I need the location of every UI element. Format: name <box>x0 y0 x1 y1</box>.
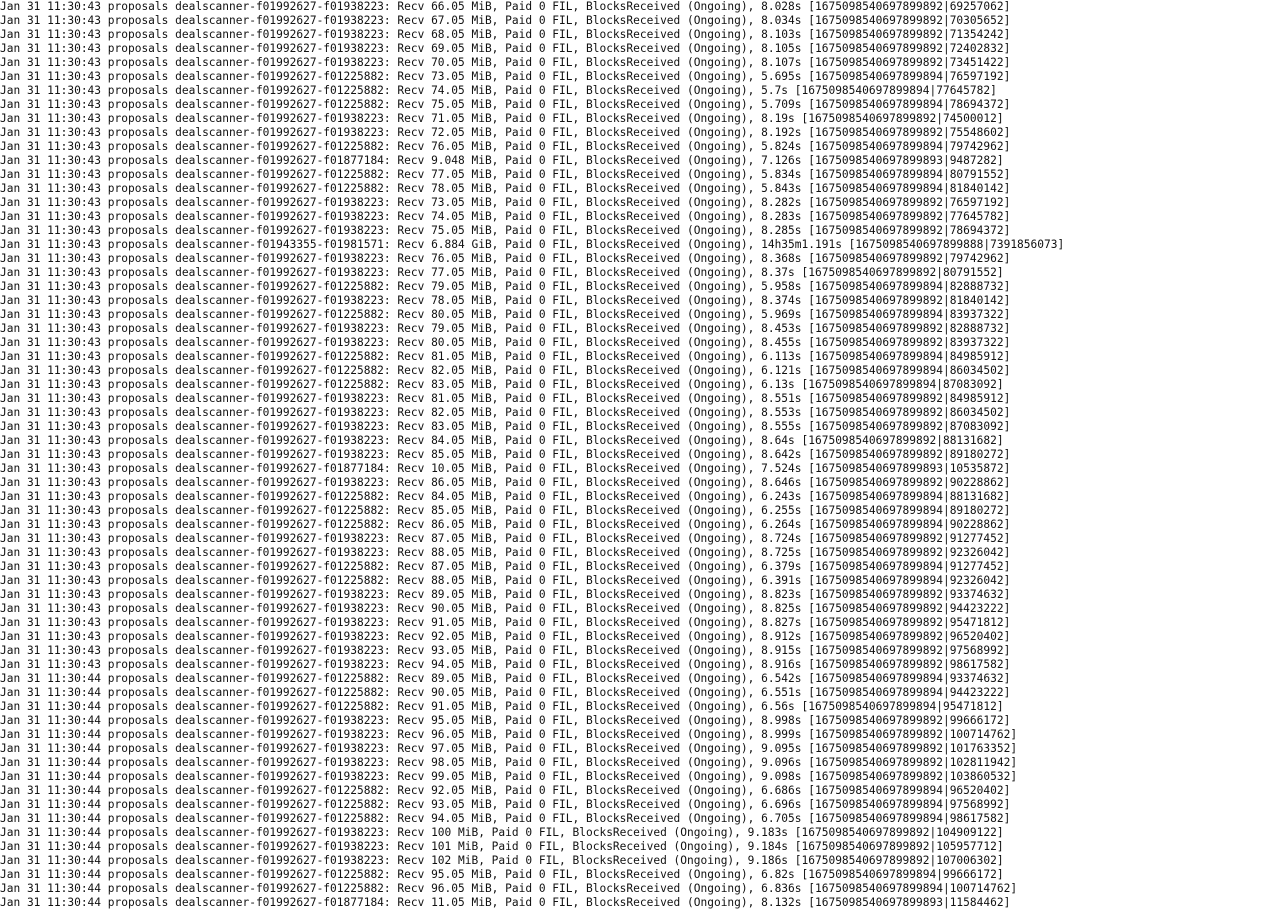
log-line: Jan 31 11:30:43 proposals dealscanner-f01992627-f01225882: Recv 76.05 MiB, Paid 0 FIL, BlocksReceived (Ongoing), 5.824s [1675098540697899894|79742962] <box>0 140 1011 153</box>
log-line: Jan 31 11:30:43 proposals dealscanner-f01992627-f01938223: Recv 68.05 MiB, Paid 0 FIL, BlocksReceived (Ongoing), 8.103s [1675098540697899892|71354242] <box>0 28 1011 41</box>
log-line: Jan 31 11:30:43 proposals dealscanner-f01992627-f01225882: Recv 82.05 MiB, Paid 0 FIL, BlocksReceived (Ongoing), 6.121s [1675098540697899894|86034502] <box>0 364 1011 377</box>
log-line: Jan 31 11:30:44 proposals dealscanner-f01992627-f01225882: Recv 89.05 MiB, Paid 0 FIL, BlocksReceived (Ongoing), 6.542s [1675098540697899894|93374632] <box>0 672 1011 685</box>
log-line: Jan 31 11:30:43 proposals dealscanner-f01943355-f01981571: Recv 6.884 GiB, Paid 0 FIL, BlocksReceived (Ongoing), 14h35m1.191s [1675098540697899888|7391856073] <box>0 238 1065 251</box>
log-line: Jan 31 11:30:43 proposals dealscanner-f01992627-f01938223: Recv 71.05 MiB, Paid 0 FIL, BlocksReceived (Ongoing), 8.19s [1675098540697899892|74500012] <box>0 112 1004 125</box>
log-line: Jan 31 11:30:43 proposals dealscanner-f01992627-f01938223: Recv 80.05 MiB, Paid 0 FIL, BlocksReceived (Ongoing), 8.455s [1675098540697899892|83937322] <box>0 336 1011 349</box>
log-line: Jan 31 11:30:43 proposals dealscanner-f01992627-f01225882: Recv 73.05 MiB, Paid 0 FIL, BlocksReceived (Ongoing), 5.695s [1675098540697899894|76597192] <box>0 70 1011 83</box>
log-line: Jan 31 11:30:43 proposals dealscanner-f01992627-f01225882: Recv 75.05 MiB, Paid 0 FIL, BlocksReceived (Ongoing), 5.709s [1675098540697899894|78694372] <box>0 98 1011 111</box>
log-line: Jan 31 11:30:44 proposals dealscanner-f01992627-f01225882: Recv 93.05 MiB, Paid 0 FIL, BlocksReceived (Ongoing), 6.696s [1675098540697899894|97568992] <box>0 798 1011 811</box>
log-line: Jan 31 11:30:43 proposals dealscanner-f01992627-f01938223: Recv 93.05 MiB, Paid 0 FIL, BlocksReceived (Ongoing), 8.915s [1675098540697899892|97568992] <box>0 644 1011 657</box>
log-line: Jan 31 11:30:44 proposals dealscanner-f01992627-f01938223: Recv 95.05 MiB, Paid 0 FIL, BlocksReceived (Ongoing), 8.998s [1675098540697899892|99666172] <box>0 714 1011 727</box>
log-line: Jan 31 11:30:44 proposals dealscanner-f01992627-f01225882: Recv 96.05 MiB, Paid 0 FIL, BlocksReceived (Ongoing), 6.836s [1675098540697899894|100714762] <box>0 882 1018 895</box>
log-line: Jan 31 11:30:43 proposals dealscanner-f01992627-f01938223: Recv 76.05 MiB, Paid 0 FIL, BlocksReceived (Ongoing), 8.368s [1675098540697899892|79742962] <box>0 252 1011 265</box>
log-line: Jan 31 11:30:44 proposals dealscanner-f01992627-f01225882: Recv 91.05 MiB, Paid 0 FIL, BlocksReceived (Ongoing), 6.56s [1675098540697899894|95471812] <box>0 700 1004 713</box>
log-line: Jan 31 11:30:43 proposals dealscanner-f01992627-f01877184: Recv 9.048 MiB, Paid 0 FIL, BlocksReceived (Ongoing), 7.126s [1675098540697899893|9487282] <box>0 154 1004 167</box>
log-line: Jan 31 11:30:44 proposals dealscanner-f01992627-f01938223: Recv 102 MiB, Paid 0 FIL, BlocksReceived (Ongoing), 9.186s [1675098540697899892|107006302] <box>0 854 1004 867</box>
log-line: Jan 31 11:30:43 proposals dealscanner-f01992627-f01938223: Recv 94.05 MiB, Paid 0 FIL, BlocksReceived (Ongoing), 8.916s [1675098540697899892|98617582] <box>0 658 1011 671</box>
log-line: Jan 31 11:30:43 proposals dealscanner-f01992627-f01877184: Recv 10.05 MiB, Paid 0 FIL, BlocksReceived (Ongoing), 7.524s [1675098540697899893|10535872] <box>0 462 1011 475</box>
log-line: Jan 31 11:30:43 proposals dealscanner-f01992627-f01938223: Recv 79.05 MiB, Paid 0 FIL, BlocksReceived (Ongoing), 8.453s [1675098540697899892|82888732] <box>0 322 1011 335</box>
log-line: Jan 31 11:30:44 proposals dealscanner-f01992627-f01225882: Recv 95.05 MiB, Paid 0 FIL, BlocksReceived (Ongoing), 6.82s [1675098540697899894|99666172] <box>0 868 1004 881</box>
log-line: Jan 31 11:30:44 proposals dealscanner-f01992627-f01938223: Recv 98.05 MiB, Paid 0 FIL, BlocksReceived (Ongoing), 9.096s [1675098540697899892|102811942] <box>0 756 1018 769</box>
log-line: Jan 31 11:30:43 proposals dealscanner-f01992627-f01225882: Recv 83.05 MiB, Paid 0 FIL, BlocksReceived (Ongoing), 6.13s [1675098540697899894|87083092] <box>0 378 1004 391</box>
log-line: Jan 31 11:30:43 proposals dealscanner-f01992627-f01938223: Recv 69.05 MiB, Paid 0 FIL, BlocksReceived (Ongoing), 8.105s [1675098540697899892|72402832] <box>0 42 1011 55</box>
log-line: Jan 31 11:30:44 proposals dealscanner-f01992627-f01938223: Recv 99.05 MiB, Paid 0 FIL, BlocksReceived (Ongoing), 9.098s [1675098540697899892|103860532] <box>0 770 1018 783</box>
log-line: Jan 31 11:30:44 proposals dealscanner-f01992627-f01877184: Recv 11.05 MiB, Paid 0 FIL, BlocksReceived (Ongoing), 8.132s [1675098540697899893|11584462] <box>0 896 1011 909</box>
log-line: Jan 31 11:30:44 proposals dealscanner-f01992627-f01938223: Recv 97.05 MiB, Paid 0 FIL, BlocksReceived (Ongoing), 9.095s [1675098540697899892|101763352] <box>0 742 1018 755</box>
log-line: Jan 31 11:30:43 proposals dealscanner-f01992627-f01938223: Recv 88.05 MiB, Paid 0 FIL, BlocksReceived (Ongoing), 8.725s [1675098540697899892|92326042] <box>0 546 1011 559</box>
log-line: Jan 31 11:30:43 proposals dealscanner-f01992627-f01938223: Recv 85.05 MiB, Paid 0 FIL, BlocksReceived (Ongoing), 8.642s [1675098540697899892|89180272] <box>0 448 1011 461</box>
log-line: Jan 31 11:30:43 proposals dealscanner-f01992627-f01225882: Recv 84.05 MiB, Paid 0 FIL, BlocksReceived (Ongoing), 6.243s [1675098540697899894|88131682] <box>0 490 1011 503</box>
log-line: Jan 31 11:30:44 proposals dealscanner-f01992627-f01938223: Recv 100 MiB, Paid 0 FIL, BlocksReceived (Ongoing), 9.183s [1675098540697899892|104909122] <box>0 826 1004 839</box>
log-line: Jan 31 11:30:44 proposals dealscanner-f01992627-f01938223: Recv 96.05 MiB, Paid 0 FIL, BlocksReceived (Ongoing), 8.999s [1675098540697899892|100714762] <box>0 728 1018 741</box>
log-line: Jan 31 11:30:43 proposals dealscanner-f01992627-f01938223: Recv 87.05 MiB, Paid 0 FIL, BlocksReceived (Ongoing), 8.724s [1675098540697899892|91277452] <box>0 532 1011 545</box>
log-line: Jan 31 11:30:43 proposals dealscanner-f01992627-f01938223: Recv 74.05 MiB, Paid 0 FIL, BlocksReceived (Ongoing), 8.283s [1675098540697899892|77645782] <box>0 210 1011 223</box>
log-line: Jan 31 11:30:44 proposals dealscanner-f01992627-f01225882: Recv 94.05 MiB, Paid 0 FIL, BlocksReceived (Ongoing), 6.705s [1675098540697899894|98617582] <box>0 812 1011 825</box>
log-line: Jan 31 11:30:43 proposals dealscanner-f01992627-f01938223: Recv 70.05 MiB, Paid 0 FIL, BlocksReceived (Ongoing), 8.107s [1675098540697899892|73451422] <box>0 56 1011 69</box>
log-line: Jan 31 11:30:43 proposals dealscanner-f01992627-f01938223: Recv 78.05 MiB, Paid 0 FIL, BlocksReceived (Ongoing), 8.374s [1675098540697899892|81840142] <box>0 294 1011 307</box>
log-line: Jan 31 11:30:43 proposals dealscanner-f01992627-f01225882: Recv 85.05 MiB, Paid 0 FIL, BlocksReceived (Ongoing), 6.255s [1675098540697899894|89180272] <box>0 504 1011 517</box>
log-line: Jan 31 11:30:43 proposals dealscanner-f01992627-f01225882: Recv 74.05 MiB, Paid 0 FIL, BlocksReceived (Ongoing), 5.7s [1675098540697899894|77645782] <box>0 84 997 97</box>
log-line: Jan 31 11:30:43 proposals dealscanner-f01992627-f01938223: Recv 83.05 MiB, Paid 0 FIL, BlocksReceived (Ongoing), 8.555s [1675098540697899892|87083092] <box>0 420 1011 433</box>
log-line: Jan 31 11:30:44 proposals dealscanner-f01992627-f01225882: Recv 90.05 MiB, Paid 0 FIL, BlocksReceived (Ongoing), 6.551s [1675098540697899894|94423222] <box>0 686 1011 699</box>
log-line: Jan 31 11:30:43 proposals dealscanner-f01992627-f01938223: Recv 86.05 MiB, Paid 0 FIL, BlocksReceived (Ongoing), 8.646s [1675098540697899892|90228862] <box>0 476 1011 489</box>
log-line: Jan 31 11:30:43 proposals dealscanner-f01992627-f01938223: Recv 81.05 MiB, Paid 0 FIL, BlocksReceived (Ongoing), 8.551s [1675098540697899892|84985912] <box>0 392 1011 405</box>
log-line: Jan 31 11:30:43 proposals dealscanner-f01992627-f01938223: Recv 91.05 MiB, Paid 0 FIL, BlocksReceived (Ongoing), 8.827s [1675098540697899892|95471812] <box>0 616 1011 629</box>
log-line: Jan 31 11:30:43 proposals dealscanner-f01992627-f01938223: Recv 67.05 MiB, Paid 0 FIL, BlocksReceived (Ongoing), 8.034s [1675098540697899892|70305652] <box>0 14 1011 27</box>
log-line: Jan 31 11:30:43 proposals dealscanner-f01992627-f01225882: Recv 78.05 MiB, Paid 0 FIL, BlocksReceived (Ongoing), 5.843s [1675098540697899894|81840142] <box>0 182 1011 195</box>
log-line: Jan 31 11:30:43 proposals dealscanner-f01992627-f01938223: Recv 66.05 MiB, Paid 0 FIL, BlocksReceived (Ongoing), 8.028s [1675098540697899892|69257062] <box>0 0 1011 13</box>
log-line: Jan 31 11:30:44 proposals dealscanner-f01992627-f01225882: Recv 92.05 MiB, Paid 0 FIL, BlocksReceived (Ongoing), 6.686s [1675098540697899894|96520402] <box>0 784 1011 797</box>
log-line: Jan 31 11:30:43 proposals dealscanner-f01992627-f01938223: Recv 82.05 MiB, Paid 0 FIL, BlocksReceived (Ongoing), 8.553s [1675098540697899892|86034502] <box>0 406 1011 419</box>
log-line: Jan 31 11:30:43 proposals dealscanner-f01992627-f01938223: Recv 72.05 MiB, Paid 0 FIL, BlocksReceived (Ongoing), 8.192s [1675098540697899892|75548602] <box>0 126 1011 139</box>
log-line: Jan 31 11:30:43 proposals dealscanner-f01992627-f01938223: Recv 77.05 MiB, Paid 0 FIL, BlocksReceived (Ongoing), 8.37s [1675098540697899892|80791552] <box>0 266 1004 279</box>
log-line: Jan 31 11:30:43 proposals dealscanner-f01992627-f01938223: Recv 89.05 MiB, Paid 0 FIL, BlocksReceived (Ongoing), 8.823s [1675098540697899892|93374632] <box>0 588 1011 601</box>
log-line: Jan 31 11:30:43 proposals dealscanner-f01992627-f01938223: Recv 73.05 MiB, Paid 0 FIL, BlocksReceived (Ongoing), 8.282s [1675098540697899892|76597192] <box>0 196 1011 209</box>
log-line: Jan 31 11:30:43 proposals dealscanner-f01992627-f01225882: Recv 77.05 MiB, Paid 0 FIL, BlocksReceived (Ongoing), 5.834s [1675098540697899894|80791552] <box>0 168 1011 181</box>
log-line: Jan 31 11:30:43 proposals dealscanner-f01992627-f01938223: Recv 90.05 MiB, Paid 0 FIL, BlocksReceived (Ongoing), 8.825s [1675098540697899892|94423222] <box>0 602 1011 615</box>
log-line: Jan 31 11:30:44 proposals dealscanner-f01992627-f01938223: Recv 101 MiB, Paid 0 FIL, BlocksReceived (Ongoing), 9.184s [1675098540697899892|105957712] <box>0 840 1004 853</box>
log-line: Jan 31 11:30:43 proposals dealscanner-f01992627-f01225882: Recv 87.05 MiB, Paid 0 FIL, BlocksReceived (Ongoing), 6.379s [1675098540697899894|91277452] <box>0 560 1011 573</box>
log-line: Jan 31 11:30:43 proposals dealscanner-f01992627-f01938223: Recv 92.05 MiB, Paid 0 FIL, BlocksReceived (Ongoing), 8.912s [1675098540697899892|96520402] <box>0 630 1011 643</box>
log-line: Jan 31 11:30:43 proposals dealscanner-f01992627-f01225882: Recv 79.05 MiB, Paid 0 FIL, BlocksReceived (Ongoing), 5.958s [1675098540697899894|82888732] <box>0 280 1011 293</box>
log-line: Jan 31 11:30:43 proposals dealscanner-f01992627-f01938223: Recv 75.05 MiB, Paid 0 FIL, BlocksReceived (Ongoing), 8.285s [1675098540697899892|78694372] <box>0 224 1011 237</box>
log-line: Jan 31 11:30:43 proposals dealscanner-f01992627-f01225882: Recv 88.05 MiB, Paid 0 FIL, BlocksReceived (Ongoing), 6.391s [1675098540697899894|92326042] <box>0 574 1011 587</box>
log-line: Jan 31 11:30:43 proposals dealscanner-f01992627-f01225882: Recv 81.05 MiB, Paid 0 FIL, BlocksReceived (Ongoing), 6.113s [1675098540697899894|84985912] <box>0 350 1011 363</box>
log-line: Jan 31 11:30:43 proposals dealscanner-f01992627-f01225882: Recv 80.05 MiB, Paid 0 FIL, BlocksReceived (Ongoing), 5.969s [1675098540697899894|83937322] <box>0 308 1011 321</box>
log-line: Jan 31 11:30:43 proposals dealscanner-f01992627-f01225882: Recv 86.05 MiB, Paid 0 FIL, BlocksReceived (Ongoing), 6.264s [1675098540697899894|90228862] <box>0 518 1011 531</box>
log-line: Jan 31 11:30:43 proposals dealscanner-f01992627-f01938223: Recv 84.05 MiB, Paid 0 FIL, BlocksReceived (Ongoing), 8.64s [1675098540697899892|88131682] <box>0 434 1004 447</box>
